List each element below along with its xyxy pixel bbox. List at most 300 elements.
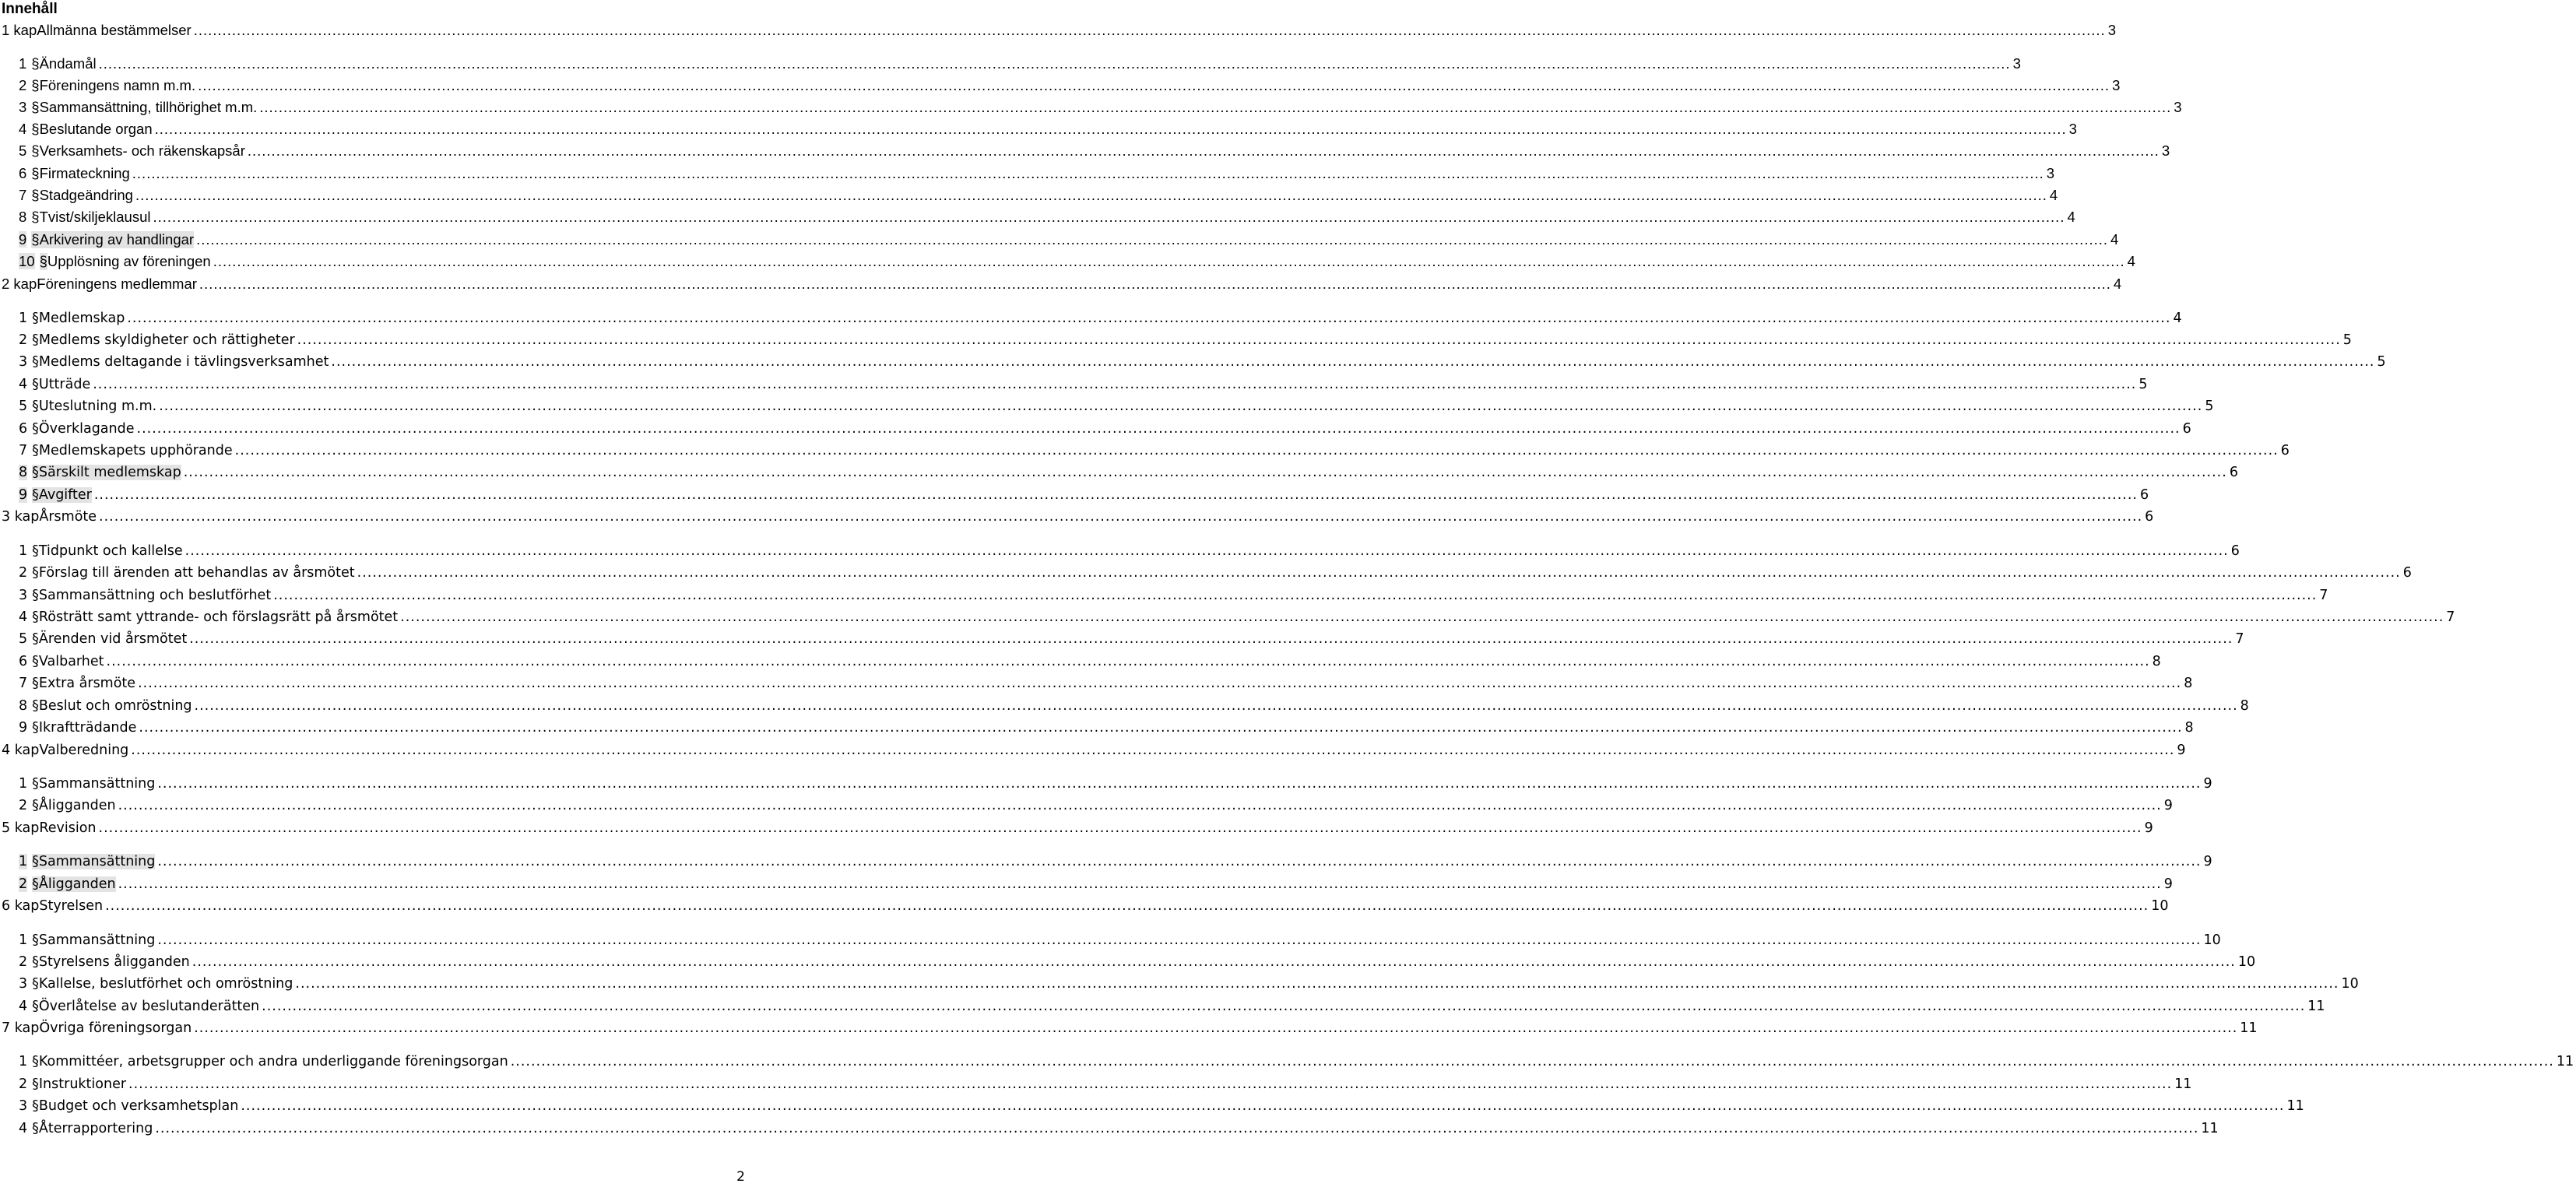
- dot-leader: ................................................................................................................................................................................................................................................................................................................................................................................................................: [194, 1020, 2238, 1036]
- dot-leader: ................................................................................................................................................................................................................................................................................................................................................................................................................: [297, 332, 2341, 348]
- entry-number-text: 4: [19, 121, 27, 137]
- toc-section-entry[interactable]: [0, 795, 2173, 816]
- section-sign-icon: §: [32, 876, 39, 892]
- section-number: [19, 1054, 39, 1069]
- toc-section-entry[interactable]: [0, 563, 2412, 583]
- dot-leader: ................................................................................................................................................................................................................................................................................................................................................................................................................: [99, 509, 2143, 525]
- toc-section-entry[interactable]: [0, 541, 2240, 561]
- entry-number-text: 1: [19, 55, 27, 72]
- toc-section-entry[interactable]: [0, 419, 2191, 439]
- dot-leader: ................................................................................................................................................................................................................................................................................................................................................................................................................: [93, 487, 2138, 503]
- entry-page-number: 3: [2068, 121, 2077, 137]
- entry-number-text: 3: [19, 99, 27, 115]
- entry-page-number: 3: [2174, 99, 2182, 115]
- entry-title: Medlemskap: [38, 311, 125, 326]
- dot-leader: ................................................................................................................................................................................................................................................................................................................................................................................................................: [259, 99, 2172, 115]
- entry-page-number: 4: [2173, 311, 2182, 326]
- entry-title: Medlems skyldigheter och rättigheter: [38, 332, 295, 348]
- section-sign-icon: §: [32, 1054, 39, 1069]
- section-number: [19, 142, 40, 160]
- dot-leader: ................................................................................................................................................................................................................................................................................................................................................................................................................: [93, 377, 2137, 392]
- toc-section-entry[interactable]: [0, 585, 2328, 606]
- entry-title: Beslutande organ: [39, 121, 153, 137]
- section-number: [19, 1076, 39, 1092]
- section-number: [19, 543, 39, 559]
- section-sign-icon: §: [31, 209, 40, 225]
- entry-title: Avgifter: [38, 487, 92, 503]
- entry-number-text: 4: [19, 1121, 28, 1136]
- entry-page-number: 6: [2145, 509, 2154, 525]
- entry-number-text: 6: [19, 654, 28, 669]
- section-number: [19, 231, 40, 248]
- toc-section-entry[interactable]: [0, 308, 2182, 328]
- dot-leader: ................................................................................................................................................................................................................................................................................................................................................................................................................: [105, 898, 2149, 914]
- toc-section-entry[interactable]: [0, 230, 2119, 250]
- entry-title: Ändamål: [39, 55, 97, 72]
- section-number: [19, 654, 39, 669]
- entry-page-number: 4: [2127, 253, 2135, 269]
- entry-number-text: 3: [19, 588, 28, 603]
- entry-title: Överlåtelse av beslutanderätten: [38, 999, 260, 1014]
- entry-page-number: 6: [2229, 465, 2238, 480]
- entry-number-text: 6: [19, 421, 28, 437]
- dot-leader: ................................................................................................................................................................................................................................................................................................................................................................................................................: [136, 421, 2181, 437]
- toc-chapter-entry[interactable]: [0, 1018, 2258, 1038]
- toc-section-entry[interactable]: [0, 1119, 2219, 1139]
- chapter-number: [2, 820, 39, 836]
- entry-number-text: 2: [19, 565, 28, 581]
- entry-number-text: 3: [19, 1098, 28, 1114]
- toc-section-entry[interactable]: [0, 874, 2173, 894]
- dot-leader: ................................................................................................................................................................................................................................................................................................................................................................................................................: [127, 311, 2171, 326]
- entry-number-text: 7: [19, 443, 28, 458]
- section-number: [19, 876, 39, 892]
- section-sign-icon: §: [32, 932, 39, 948]
- entry-number-text: 2: [19, 798, 28, 813]
- toc-section-entry[interactable]: [0, 696, 2249, 716]
- entry-page-number: 9: [2203, 854, 2212, 869]
- entry-title: Allmänna bestämmelser: [37, 22, 192, 38]
- dot-leader: ................................................................................................................................................................................................................................................................................................................................................................................................................: [193, 22, 2106, 38]
- entry-page-number: 4: [2110, 231, 2119, 248]
- entry-title: Ikraftträdande: [38, 720, 137, 736]
- toc-section-entry[interactable]: [0, 54, 2021, 74]
- section-sign-icon: §: [31, 55, 40, 72]
- entry-number-text: 1 kap: [2, 22, 37, 38]
- entry-page-number: 3: [2112, 77, 2121, 93]
- entry-title: Verksamhets- och räkenskapsår: [39, 142, 245, 159]
- entry-page-number: 7: [2235, 631, 2244, 647]
- toc-section-entry[interactable]: [0, 141, 2170, 161]
- entry-page-number: 4: [2049, 187, 2058, 203]
- entry-page-number: 5: [2342, 332, 2352, 348]
- section-number: [19, 1121, 39, 1136]
- toc-section-entry[interactable]: [0, 974, 2359, 994]
- entry-title: Överklagande: [38, 421, 135, 437]
- entry-page-number: 7: [2319, 588, 2328, 603]
- section-sign-icon: §: [31, 77, 40, 93]
- entry-title: Övriga föreningsorgan: [39, 1020, 192, 1036]
- entry-page-number: 7: [2446, 609, 2455, 625]
- section-number: [19, 399, 39, 414]
- entry-page-number: 3: [2012, 55, 2021, 72]
- toc-section-entry[interactable]: [0, 1074, 2192, 1094]
- entry-number-text: 9: [19, 231, 27, 248]
- entry-number-text: 8: [19, 698, 28, 714]
- entry-number-text: 5 kap: [2, 820, 40, 836]
- section-number: [19, 565, 39, 581]
- section-sign-icon: §: [32, 543, 39, 559]
- section-number: [19, 332, 39, 348]
- toc-section-entry[interactable]: [0, 441, 2290, 461]
- chapter-number: [2, 898, 39, 914]
- entry-title: Valberedning: [39, 743, 129, 758]
- section-sign-icon: §: [32, 854, 39, 869]
- entry-number-text: 1: [19, 776, 28, 792]
- entry-page-number: 9: [2203, 776, 2212, 792]
- section-number: [19, 165, 40, 182]
- section-sign-icon: §: [31, 121, 40, 137]
- entry-page-number: 3: [2046, 165, 2055, 181]
- section-sign-icon: §: [31, 142, 40, 159]
- entry-page-number: 8: [2240, 698, 2249, 714]
- entry-title: Medlems deltagande i tävlingsverksamhet: [38, 354, 329, 370]
- entry-page-number: 4: [2113, 276, 2122, 292]
- entry-page-number: 6: [2182, 421, 2191, 437]
- section-number: [19, 121, 40, 138]
- section-sign-icon: §: [32, 332, 39, 348]
- dot-leader: ................................................................................................................................................................................................................................................................................................................................................................................................................: [213, 253, 2125, 269]
- section-number: [19, 187, 40, 204]
- entry-title: Tvist/skiljeklausul: [39, 209, 151, 225]
- entry-title: Sammansättning: [38, 854, 156, 869]
- toc-section-entry[interactable]: [0, 396, 2214, 416]
- entry-title: Årsmöte: [39, 509, 97, 525]
- section-sign-icon: §: [32, 798, 39, 813]
- entry-title: Instruktioner: [38, 1076, 127, 1092]
- section-sign-icon: §: [32, 565, 39, 581]
- dot-leader: ................................................................................................................................................................................................................................................................................................................................................................................................................: [132, 165, 2044, 181]
- entry-title: Medlemskapets upphörande: [38, 443, 233, 458]
- dot-leader: ................................................................................................................................................................................................................................................................................................................................................................................................................: [131, 743, 2175, 758]
- toc-section-entry[interactable]: [0, 76, 2121, 96]
- section-sign-icon: §: [32, 465, 39, 480]
- entry-number-text: 4 kap: [2, 743, 40, 758]
- dot-leader: ................................................................................................................................................................................................................................................................................................................................................................................................................: [118, 798, 2162, 813]
- entry-number-text: 2: [19, 1076, 28, 1092]
- section-sign-icon: §: [32, 698, 39, 714]
- dot-leader: ................................................................................................................................................................................................................................................................................................................................................................................................................: [241, 1098, 2285, 1114]
- toc-section-entry[interactable]: [0, 1096, 2304, 1116]
- entry-number-text: 2: [19, 954, 28, 970]
- dot-leader: ................................................................................................................................................................................................................................................................................................................................................................................................................: [128, 1076, 2173, 1092]
- toc-section-entry[interactable]: [0, 673, 2193, 694]
- entry-number-text: 1: [19, 932, 28, 948]
- entry-page-number: 11: [2174, 1076, 2192, 1092]
- dot-leader: ................................................................................................................................................................................................................................................................................................................................................................................................................: [138, 676, 2182, 691]
- section-sign-icon: §: [32, 999, 39, 1014]
- dot-leader: ................................................................................................................................................................................................................................................................................................................................................................................................................: [183, 465, 2227, 480]
- entry-page-number: 11: [2307, 999, 2325, 1014]
- entry-number-text: 6 kap: [2, 898, 40, 914]
- entry-page-number: 6: [2280, 443, 2290, 458]
- toc-section-entry[interactable]: [0, 462, 2238, 483]
- entry-number-text: 7: [19, 676, 28, 691]
- section-number: [19, 854, 39, 869]
- entry-title: Sammansättning, tillhörighet m.m.: [39, 99, 258, 115]
- toc-section-entry[interactable]: [0, 952, 2256, 972]
- toc-chapter-entry[interactable]: [0, 20, 2116, 40]
- entry-page-number: 9: [2163, 876, 2173, 892]
- entry-title: Revision: [39, 820, 97, 836]
- entry-number-text: 5: [19, 631, 28, 647]
- toc-section-entry[interactable]: [0, 629, 2244, 649]
- dot-leader: ................................................................................................................................................................................................................................................................................................................................................................................................................: [185, 543, 2229, 559]
- toc-chapter-entry[interactable]: [0, 740, 2186, 760]
- toc-section-entry[interactable]: [0, 352, 2386, 372]
- entry-page-number: 3: [2161, 142, 2170, 159]
- dot-leader: ................................................................................................................................................................................................................................................................................................................................................................................................................: [331, 354, 2375, 370]
- section-number: [19, 1098, 39, 1114]
- entry-title: Upplösning av föreningen: [47, 253, 211, 269]
- section-sign-icon: §: [32, 631, 39, 647]
- section-sign-icon: §: [32, 311, 39, 326]
- entry-title: Särskilt medlemskap: [38, 465, 181, 480]
- entry-title: Extra årsmöte: [38, 676, 136, 691]
- toc-section-entry[interactable]: [0, 330, 2352, 350]
- section-number: [19, 311, 39, 326]
- toc-section-entry[interactable]: [0, 251, 2135, 272]
- dot-leader: ................................................................................................................................................................................................................................................................................................................................................................................................................: [199, 276, 2111, 292]
- dot-leader: ................................................................................................................................................................................................................................................................................................................................................................................................................: [98, 55, 2011, 72]
- entry-number-text: 1: [19, 1054, 28, 1069]
- section-sign-icon: §: [32, 1121, 39, 1136]
- toc-chapter-entry[interactable]: [0, 896, 2169, 916]
- dot-leader: ................................................................................................................................................................................................................................................................................................................................................................................................................: [189, 631, 2233, 647]
- entry-title: Återrapportering: [38, 1121, 153, 1136]
- dot-leader: ................................................................................................................................................................................................................................................................................................................................................................................................................: [247, 142, 2160, 159]
- entry-page-number: 8: [2152, 654, 2161, 669]
- entry-page-number: 11: [2240, 1020, 2258, 1036]
- chapter-number: [2, 276, 37, 293]
- entry-number-text: 9: [19, 720, 28, 736]
- entry-number-text: 7: [19, 187, 27, 203]
- section-sign-icon: §: [39, 253, 47, 269]
- entry-number-text: 3: [19, 976, 28, 992]
- entry-title: Arkivering av handlingar: [39, 231, 195, 248]
- section-number: [19, 954, 39, 970]
- dot-leader: ................................................................................................................................................................................................................................................................................................................................................................................................................: [155, 1121, 2199, 1136]
- section-number: [19, 609, 39, 625]
- section-sign-icon: §: [32, 776, 39, 792]
- entry-title: Åligganden: [38, 798, 116, 813]
- section-sign-icon: §: [31, 231, 40, 248]
- entry-title: Sammansättning och beslutförhet: [38, 588, 272, 603]
- entry-page-number: 9: [2177, 743, 2186, 758]
- entry-number-text: 6: [19, 165, 27, 181]
- section-sign-icon: §: [32, 976, 39, 992]
- section-number: [19, 77, 40, 94]
- entry-page-number: 10: [2203, 932, 2221, 948]
- section-number: [19, 588, 39, 603]
- section-sign-icon: §: [31, 165, 40, 181]
- toc-section-entry[interactable]: [0, 718, 2194, 738]
- dot-leader: ................................................................................................................................................................................................................................................................................................................................................................................................................: [295, 976, 2339, 992]
- dot-leader: ................................................................................................................................................................................................................................................................................................................................................................................................................: [194, 698, 2238, 714]
- entry-title: Styrelsen: [39, 898, 104, 914]
- page-number: 2: [736, 1169, 745, 1185]
- toc-section-entry[interactable]: [0, 163, 2055, 184]
- section-number: [19, 55, 40, 72]
- section-number: [19, 631, 39, 647]
- entry-title: Föreningens namn m.m.: [39, 77, 196, 93]
- entry-page-number: 5: [2205, 399, 2214, 414]
- section-number: [19, 999, 39, 1014]
- toc-section-entry[interactable]: [0, 852, 2212, 872]
- section-sign-icon: §: [32, 487, 39, 503]
- entry-page-number: 6: [2230, 543, 2240, 559]
- entry-page-number: 6: [2139, 487, 2149, 503]
- section-sign-icon: §: [32, 954, 39, 970]
- entry-number-text: 2: [19, 77, 27, 93]
- entry-number-text: 8: [19, 465, 28, 480]
- entry-title: Firmateckning: [39, 165, 130, 181]
- toc-section-entry[interactable]: [0, 97, 2182, 118]
- section-sign-icon: §: [31, 99, 40, 115]
- entry-number-text: 3 kap: [2, 509, 40, 525]
- dot-leader: ................................................................................................................................................................................................................................................................................................................................................................................................................: [234, 443, 2279, 458]
- entry-title: Tidpunkt och kallelse: [38, 543, 183, 559]
- section-number: [19, 720, 39, 736]
- entry-number-text: 1: [19, 543, 28, 559]
- dot-leader: ................................................................................................................................................................................................................................................................................................................................................................................................................: [157, 776, 2202, 792]
- section-number: [19, 487, 39, 503]
- dot-leader: ................................................................................................................................................................................................................................................................................................................................................................................................................: [118, 876, 2162, 892]
- entry-number-text: 4: [19, 999, 28, 1014]
- section-number: [19, 253, 47, 270]
- entry-number-text: 2: [19, 876, 28, 892]
- chapter-number: [2, 1020, 39, 1036]
- entry-page-number: 9: [2163, 798, 2173, 813]
- entry-title: Valbarhet: [38, 654, 104, 669]
- section-sign-icon: §: [32, 609, 39, 625]
- dot-leader: ................................................................................................................................................................................................................................................................................................................................................................................................................: [157, 854, 2202, 869]
- entry-number-text: 5: [19, 399, 28, 414]
- entry-page-number: 11: [2286, 1098, 2304, 1114]
- dot-leader: ................................................................................................................................................................................................................................................................................................................................................................................................................: [153, 209, 2065, 225]
- entry-page-number: 11: [2556, 1054, 2574, 1069]
- toc-section-entry[interactable]: [0, 485, 2149, 505]
- entry-title: Kommittéer, arbetsgrupper och andra underliggande föreningsorgan: [38, 1054, 508, 1069]
- section-number: [19, 676, 39, 691]
- entry-number-text: 4: [19, 609, 28, 625]
- toc-section-entry[interactable]: [0, 996, 2325, 1017]
- entry-number-text: 8: [19, 209, 27, 225]
- entry-page-number: 4: [2067, 209, 2075, 225]
- entry-number-text: 1: [19, 311, 28, 326]
- section-sign-icon: §: [32, 421, 39, 437]
- section-sign-icon: §: [32, 377, 39, 392]
- dot-leader: ................................................................................................................................................................................................................................................................................................................................................................................................................: [139, 720, 2183, 736]
- entry-title: Sammansättning: [38, 932, 156, 948]
- dot-leader: ................................................................................................................................................................................................................................................................................................................................................................................................................: [510, 1054, 2554, 1069]
- toc-section-entry[interactable]: [0, 207, 2075, 227]
- toc-section-entry[interactable]: [0, 930, 2221, 950]
- toc-chapter-entry[interactable]: [0, 507, 2154, 527]
- entry-page-number: 3: [2107, 22, 2116, 38]
- toc-section-entry[interactable]: [0, 774, 2212, 794]
- section-sign-icon: §: [32, 1098, 39, 1114]
- dot-leader: ................................................................................................................................................................................................................................................................................................................................................................................................................: [159, 399, 2203, 414]
- dot-leader: ................................................................................................................................................................................................................................................................................................................................................................................................................: [262, 999, 2306, 1014]
- toc-chapter-entry[interactable]: [0, 274, 2122, 294]
- section-number: [19, 976, 39, 992]
- section-number: [19, 354, 39, 370]
- section-sign-icon: §: [32, 399, 39, 414]
- entry-title: Förslag till ärenden att behandlas av årsmötet: [38, 565, 355, 581]
- dot-leader: ................................................................................................................................................................................................................................................................................................................................................................................................................: [135, 187, 2047, 203]
- toc-section-entry[interactable]: [0, 119, 2077, 139]
- dot-leader: ................................................................................................................................................................................................................................................................................................................................................................................................................: [192, 954, 2236, 970]
- section-sign-icon: §: [32, 588, 39, 603]
- entry-page-number: 10: [2151, 898, 2169, 914]
- toc-heading: Innehåll: [2, 1, 58, 17]
- section-number: [19, 698, 39, 714]
- section-sign-icon: §: [32, 654, 39, 669]
- dot-leader: ................................................................................................................................................................................................................................................................................................................................................................................................................: [357, 565, 2401, 581]
- entry-title: Föreningens medlemmar: [37, 276, 197, 292]
- entry-page-number: 8: [2184, 676, 2193, 691]
- section-sign-icon: §: [32, 720, 39, 736]
- section-sign-icon: §: [32, 443, 39, 458]
- chapter-number: [2, 22, 37, 39]
- dot-leader: ................................................................................................................................................................................................................................................................................................................................................................................................................: [106, 654, 2150, 669]
- entry-number-text: 4: [19, 377, 28, 392]
- toc-section-entry[interactable]: [0, 607, 2455, 627]
- section-number: [19, 209, 40, 226]
- entry-title: Åligganden: [38, 876, 116, 892]
- entry-page-number: 9: [2144, 820, 2153, 836]
- section-sign-icon: §: [32, 354, 39, 370]
- section-number: [19, 443, 39, 458]
- entry-title: Ärenden vid årsmötet: [38, 631, 188, 647]
- toc-section-entry[interactable]: [0, 374, 2148, 395]
- section-number: [19, 798, 39, 813]
- dot-leader: ................................................................................................................................................................................................................................................................................................................................................................................................................: [157, 932, 2202, 948]
- entry-title: Utträde: [38, 377, 91, 392]
- entry-page-number: 5: [2138, 377, 2148, 392]
- toc-section-entry[interactable]: [0, 1052, 2574, 1072]
- entry-title: Kallelse, beslutförhet och omröstning: [38, 976, 293, 992]
- section-number: [19, 421, 39, 437]
- entry-page-number: 5: [2377, 354, 2386, 370]
- toc-chapter-entry[interactable]: [0, 818, 2153, 838]
- entry-page-number: 6: [2402, 565, 2412, 581]
- toc-section-entry[interactable]: [0, 651, 2161, 672]
- section-number: [19, 465, 39, 480]
- section-number: [19, 932, 39, 948]
- toc-section-entry[interactable]: [0, 185, 2058, 205]
- entry-title: Sammansättning: [38, 776, 156, 792]
- entry-number-text: 7 kap: [2, 1020, 40, 1036]
- entry-page-number: 8: [2184, 720, 2194, 736]
- entry-number-text: 10: [19, 253, 35, 269]
- dot-leader: ................................................................................................................................................................................................................................................................................................................................................................................................................: [273, 588, 2318, 603]
- entry-number-text: 2: [19, 332, 28, 348]
- entry-number-text: 5: [19, 142, 27, 159]
- entry-page-number: 10: [2341, 976, 2359, 992]
- chapter-number: [2, 509, 39, 525]
